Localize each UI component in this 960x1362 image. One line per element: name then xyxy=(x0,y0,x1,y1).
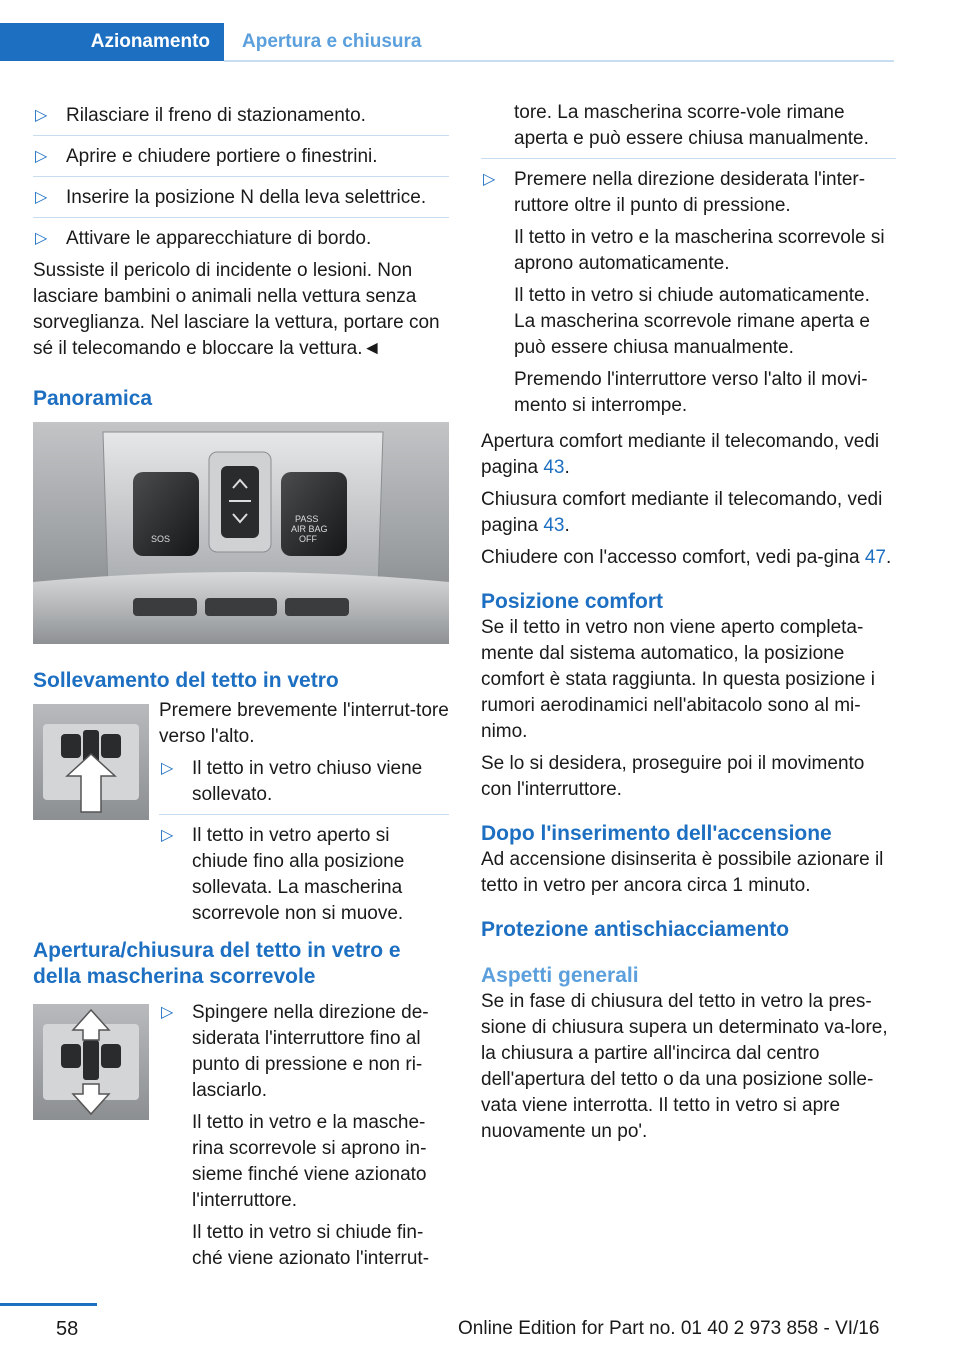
triangle-bullet-icon: ▷ xyxy=(161,760,174,777)
bullet-text: Il tetto in vetro chiuso viene sollevato. xyxy=(192,758,423,805)
after-ignition-text: Ad accensione disinserita è possibile azionare il tetto in vetro per ancora circa 1 minuto. xyxy=(481,849,884,896)
bullet-text: Spingere nella direzione de-siderata l'interruttore fino al punto di pressione e non ri-lasciarlo. xyxy=(192,1002,429,1101)
switch-updown-thumbnail xyxy=(33,1004,149,1120)
tab-azionamento[interactable] xyxy=(0,23,224,61)
page-number: 58 xyxy=(56,1318,79,1340)
open-close-text xyxy=(159,1000,449,1272)
comfort-open-text xyxy=(481,429,896,481)
bullet-continuation: Il tetto in vetro e la mascherina scorrevole si aprono automaticamente. xyxy=(514,227,885,274)
triangle-bullet-icon: ▷ xyxy=(161,1004,174,1021)
bullet-divider xyxy=(33,135,449,136)
para-text: Chiudere con l'accesso comfort, vedi pa-gina xyxy=(481,547,865,568)
bullet-text: Inserire la posizione N della leva selettrice. xyxy=(66,187,427,208)
bullet-text: Attivare le apparecchiature di bordo. xyxy=(66,228,372,249)
bullet-continuation: Premendo l'interruttore verso l'alto il movi-mento si interrompe. xyxy=(514,369,868,416)
warning-text: Sussiste il pericolo di incidente o lesioni. Non lasciare bambini o animali nella vettura senza sorveglianza. Nel lasciare la vettura, portare con sé il telecomando e bloccare la vettura.◄ xyxy=(33,260,440,359)
section-title-panoramica: Panoramica xyxy=(33,387,153,410)
footer-edition: Online Edition for Part no. 01 40 2 973 858 - VI/16 xyxy=(458,1318,880,1339)
triangle-bullet-icon: ▷ xyxy=(35,107,48,124)
switch-updown-illustration xyxy=(33,1004,149,1120)
switch-up-illustration xyxy=(33,704,149,820)
section-title-lift: Sollevamento del tetto in vetro xyxy=(33,669,339,692)
lift-text xyxy=(159,694,449,927)
comfort-position-text: Se lo si desidera, proseguire poi il movimento con l'interruttore. xyxy=(481,753,865,800)
para-text: . xyxy=(564,457,570,478)
bullet-item xyxy=(33,144,449,170)
para-text: . xyxy=(564,515,570,536)
continued-text: tore. La mascherina scorre-vole rimane aperta e può essere chiusa manualmente. xyxy=(514,102,869,149)
tab-label: Apertura e chiusura xyxy=(242,31,422,52)
comfort-position-text: Se il tetto in vetro non viene aperto completa-mente dal sistema automatico, la posizione comfort è stata raggiunta. In questa posizione i rumori aerodinamici nell'abitacolo sono al mi-nimo. xyxy=(481,617,875,742)
bullet-continuation: Il tetto in vetro si chiude fin-ché viene azionato l'interrut- xyxy=(192,1222,430,1269)
airbag-label: PASS xyxy=(295,514,319,524)
bullet-text: Premere nella direzione desiderata l'inter-ruttore oltre il punto di pressione. xyxy=(514,169,866,216)
bullet-item xyxy=(159,823,449,927)
bullet-divider xyxy=(481,158,896,159)
airbag-label: OFF xyxy=(299,534,317,544)
section-title-after-ignition: Dopo l'inserimento dell'accensione xyxy=(481,822,832,845)
general-text: Se in fase di chiusura del tetto in vetro la pres-sione di chiusura supera un determinato va-lore, la chiusura a partire all'incirca dal centro dell'apertura del tetto o da una posizione solle-vata viene interrotta. Il tetto in vetro si apre nuovamente un po'. xyxy=(481,991,888,1142)
bullet-text: Il tetto in vetro aperto si chiude fino alla posizione sollevata. La mascherina scorrevole non si muove. xyxy=(192,825,405,924)
bullet-item xyxy=(159,756,449,808)
bullet-item xyxy=(159,1000,449,1272)
bullet-divider xyxy=(159,814,449,815)
section-title-pinch-protection: Protezione antischiacciamento xyxy=(481,918,790,941)
roof-console-illustration xyxy=(33,422,449,644)
bullet-item xyxy=(481,167,896,419)
bullet-divider xyxy=(33,176,449,177)
triangle-bullet-icon: ▷ xyxy=(483,171,496,188)
sos-label: SOS xyxy=(151,534,171,544)
right-column xyxy=(481,100,896,1151)
bullet-item xyxy=(33,226,449,252)
bullet-divider xyxy=(33,217,449,218)
footer-accent-line xyxy=(0,1303,97,1306)
triangle-bullet-icon: ▷ xyxy=(35,189,48,206)
open-close-section xyxy=(33,1000,449,1272)
airbag-label: AIR BAG xyxy=(291,524,328,534)
left-column xyxy=(33,103,449,1278)
switch-up-thumbnail xyxy=(33,704,149,820)
lift-intro: Premere brevemente l'interrut-tore verso l'alto. xyxy=(159,700,449,747)
bullet-continuation: Il tetto in vetro e la masche-rina scorrevole si aprono in-sieme finché viene azionato l'interruttore. xyxy=(192,1112,427,1211)
page-link[interactable]: 47 xyxy=(864,547,886,568)
para-text: Apertura comfort mediante il telecomando, vedi pagina xyxy=(481,431,880,478)
comfort-close-text xyxy=(481,487,896,539)
bullet-item xyxy=(33,185,449,211)
bullet-continuation: Il tetto in vetro si chiude automaticamente. La mascherina scorrevole rimane aperta e può essere chiusa manualmente. xyxy=(514,285,870,358)
section-title-comfort-position: Posizione comfort xyxy=(481,590,664,613)
comfort-access-text xyxy=(481,545,896,571)
bullet-item xyxy=(33,103,449,129)
header-divider xyxy=(224,60,894,62)
triangle-bullet-icon: ▷ xyxy=(35,148,48,165)
bullet-text: Rilasciare il freno di stazionamento. xyxy=(66,105,366,126)
bullet-text: Aprire e chiudere portiere o finestrini. xyxy=(66,146,378,167)
tab-label: Azionamento xyxy=(90,31,210,52)
triangle-bullet-icon: ▷ xyxy=(35,230,48,247)
tab-apertura-chiusura[interactable] xyxy=(224,23,422,61)
roof-console-photo xyxy=(33,422,449,644)
triangle-bullet-icon: ▷ xyxy=(161,827,174,844)
page-link[interactable]: 43 xyxy=(543,457,565,478)
page-link[interactable]: 43 xyxy=(543,515,565,536)
lift-section xyxy=(33,694,449,934)
para-text: . xyxy=(885,547,892,568)
para-text: Chiusura comfort mediante il telecomando, vedi pagina xyxy=(481,489,883,536)
subsection-title-general: Aspetti generali xyxy=(481,964,639,987)
section-title-open-close: Apertura/chiusura del tetto in vetro e della mascherina scorrevole xyxy=(33,939,401,988)
